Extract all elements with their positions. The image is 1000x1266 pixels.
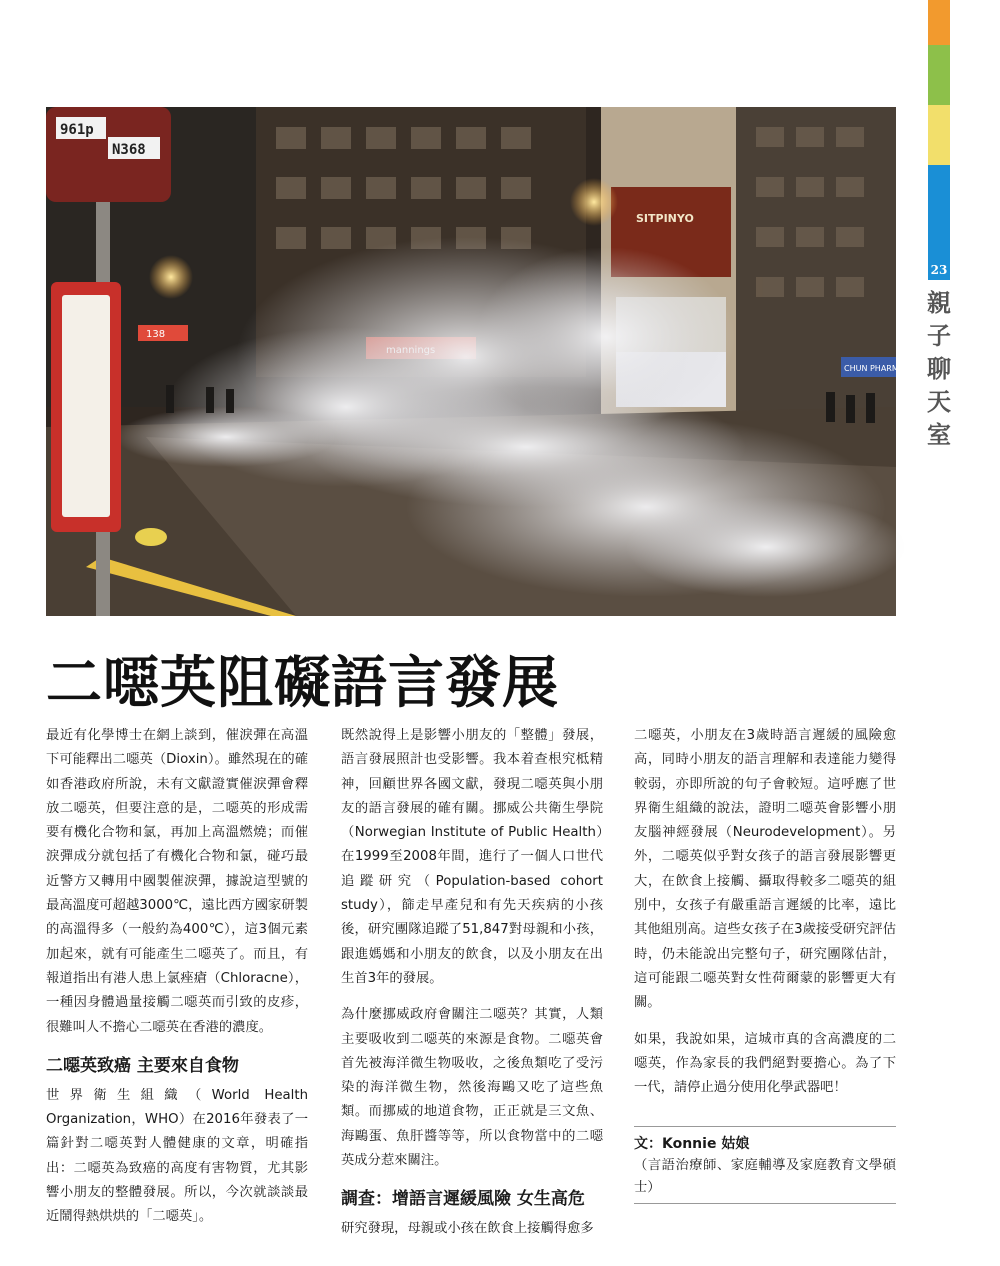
paragraph: 世界衛生組織（World Health Organization，WHO）在2016年發表了一篇針對二噁英對人體健康的文章，明確指出：二噁英為致癌的高度有害物質，尤其影響小朋友的整體發展。所以，今次就談談最近鬧得熱烘烘的「二噁英」。 (46, 1087, 308, 1225)
color-tab-green (928, 45, 950, 105)
bus-stop-number: 961p (60, 122, 94, 138)
paragraph: 二噁英，小朋友在3歲時語言遲緩的風險愈高，同時小朋友的語言理解和表達能力變得較弱，亦即所說的句子會較短。這呼應了世界衛生組織的說法，證明二噁英會影響小朋友腦神經發展（Neurodevelopment）。另外，二噁英似乎對女孩子的語言發展影響更大，在飲食上接觸、攝取得較多二噁英的組別中，女孩子有嚴重語言遲緩的比率，遠比其他組別高。這些女孩子在3歲接受研究評估時，仍未能說出完整句子，研究團隊估計，這可能跟二噁英對女性荷爾蒙的影響更大有關。 (634, 728, 896, 1011)
article-column-2 (341, 724, 603, 1254)
pharmacy-sign-text: CHUN PHARMA (844, 364, 905, 373)
paragraph: 既然說得上是影響小朋友的「整體」發展，語言發展照計也受影響。我本着查根究柢精神，回顧世界各國文獻，發現二噁英與小朋友的語言發展的確有關。挪威公共衛生學院（Norwegian Institute of Public Health）在1999至2008年間，進行了一個人口世代追蹤研究（Population-based cohort study），篩走早產兒和有先天疾病的小孩後，研究團隊追蹤了51,847對母親和小孩，跟進媽媽和小朋友的飲食，以及小朋友在出生首3年的發展。 (341, 728, 603, 986)
street-photo (46, 107, 905, 616)
section-title: 親子聊天室 (927, 288, 951, 449)
bank-number-text: 138 (146, 329, 166, 340)
paragraph: 如果，我說如果，這城市真的含高濃度的二噁英，作為家長的我們絕對要擔心。為了下一代，請停止過分使用化學武器吧！ (634, 1031, 896, 1096)
subheading: 二噁英致癌 主要來自食物 (46, 1055, 239, 1076)
article-column-3 (634, 724, 896, 1204)
article-column-1 (46, 724, 308, 1242)
author-name: 文：Konnie 姑娘 (634, 1136, 750, 1153)
bus-route-number: N368 (112, 142, 146, 158)
page-number: 23 (928, 260, 950, 280)
author-title: （言語治療師、家庭輔導及家庭教育文學碩士） (634, 1158, 896, 1196)
color-tab-blue (928, 165, 950, 260)
color-tab-orange (928, 0, 950, 45)
paragraph: 為什麼挪威政府會關注二噁英？其實，人類主要吸收到二噁英的來源是食物。二噁英會首先被海洋微生物吸收，之後魚類吃了受污染的海洋微生物，然後海鷗又吃了這些魚類。而挪威的地道食物，正正就是三文魚、海鷗蛋、魚肝醬等等，所以食物當中的二噁英成分惹來關注。 (341, 1007, 603, 1169)
paragraph: 最近有化學博士在網上談到，催淚彈在高溫下可能釋出二噁英（Dioxin）。雖然現在的確如香港政府所說，未有文獻證實催淚彈會釋放二噁英，但要注意的是，二噁英的形成需要有機化合物和氯，再加上高溫燃燒；而催淚彈成分就包括了有機化合物和氯，碰巧最近警方又轉用中國製催淚彈，據說這型號的最高溫度可超越3000℃，遠比西方國家研製的高溫得多（一般約為400℃），這3個元素加起來，就有可能產生二噁英了。而且，有報道指出有港人患上氯痤瘡（Chloracne），一種因身體過量接觸二噁英而引致的皮疹，很難叫人不擔心二噁英在香港的濃度。 (46, 728, 308, 1035)
color-tab-yellow (928, 105, 950, 165)
paragraph: 研究發現，母親或小孩在飲食上接觸得愈多 (341, 1221, 594, 1237)
author-box (634, 1126, 896, 1204)
article-headline: 二噁英阻礙語言發展 (46, 651, 559, 716)
subheading: 調查：增語言遲緩風險 女生高危 (341, 1189, 585, 1210)
shop-sign-text: SITPINYO (636, 212, 694, 225)
